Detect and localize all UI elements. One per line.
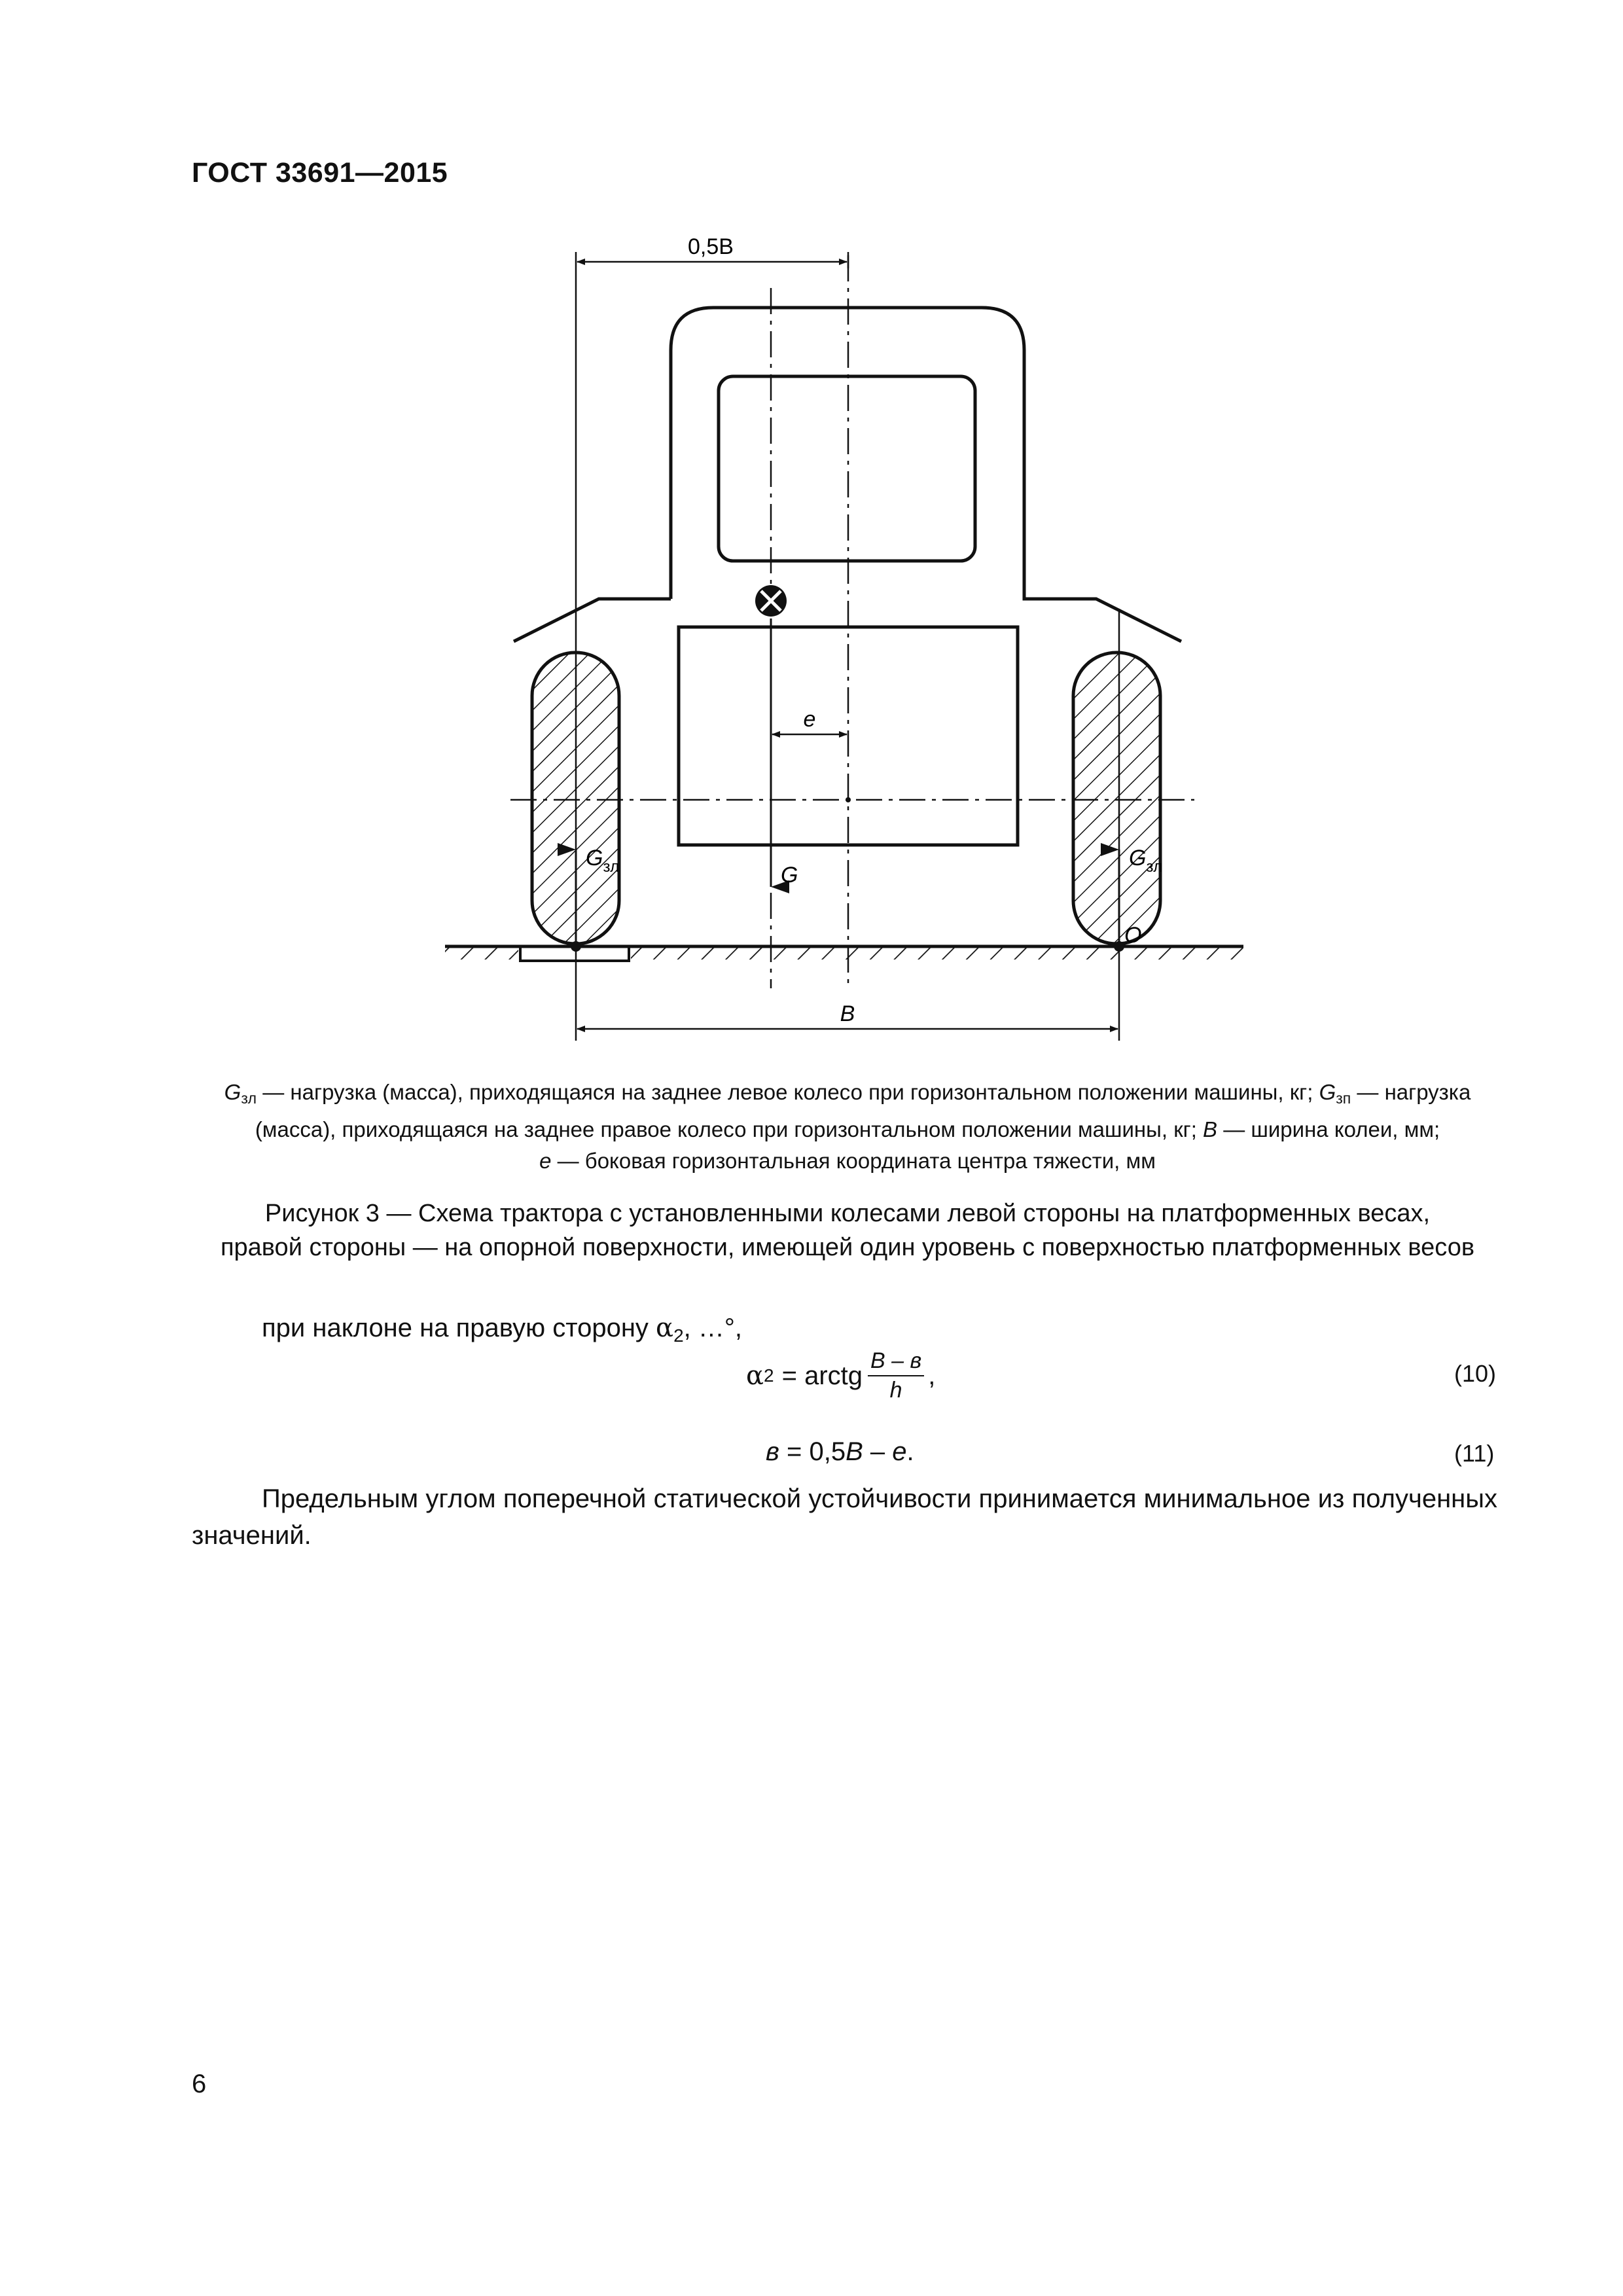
alpha-subscript: 2 [673,1325,684,1346]
track-label: B [840,1001,855,1026]
eq10-denominator: h [889,1378,902,1403]
document-header: ГОСТ 33691—2015 [192,157,448,188]
axle-center-point [846,797,851,802]
eq10-tail: , [928,1361,936,1390]
legend-e-text: — боковая горизонтальная координата центра тяжести, мм [557,1149,1156,1173]
center-of-gravity-marker-icon [755,585,787,617]
conclusion-paragraph: Предельным углом поперечной статической устойчивости принимается минимальное из полученных значений. [192,1484,1497,1550]
left-reaction-label: $G_{зл}$ [586,846,620,876]
legend-b-symbol: B [1203,1117,1218,1141]
legend-g-right-symbol: G [1319,1080,1336,1104]
eq10-alpha-sub: 2 [764,1365,774,1386]
alpha-symbol: α [656,1313,674,1343]
eq10-numerator: B – в [868,1348,924,1376]
eq10-alpha: α [746,1361,764,1391]
ground-hatching-left [445,948,518,960]
eq10-arctg: = arctg [781,1361,863,1390]
figure-legend [196,1077,1499,1177]
legend-g-left-text: — нагрузка (масса), приходящаяся на заднее левое колесо при горизонтальном положении машины, кг; [262,1080,1313,1104]
half-track-label: 0,5B [688,234,734,259]
equation-11 [766,1437,914,1467]
figure-caption [196,1196,1499,1265]
tractor-cab-outline [671,308,1181,641]
legend-g-left-symbol: G [224,1080,241,1104]
legend-e-symbol: e [539,1149,552,1173]
right-reaction-label: $G_{зл}$ [1129,846,1163,876]
eq11-end: . [906,1437,914,1466]
eq11-e: e [892,1437,907,1466]
equation-11-number: (11) [1454,1440,1495,1467]
legend-g-left-sub: зл [241,1090,257,1107]
equation-10 [746,1348,935,1403]
eq11-eq: = 0,5 [779,1437,846,1466]
tilt-right-text: при наклоне на правую сторону [262,1314,649,1342]
gravity-force-label: G [781,863,798,888]
eq11-B: B [846,1437,863,1466]
caption-line-1: Рисунок 3 — Схема трактора с установленными колесами левой стороны на платформенных весах, [264,1200,1431,1227]
point-O-label: O [1124,923,1142,948]
right-wheel [1073,653,1163,944]
legend-g-right-sub: зп [1336,1090,1351,1107]
tractor-left-fender [514,599,671,641]
eq11-lhs: в [766,1437,779,1466]
e-label: e [803,707,816,732]
legend-g-right-text: — нагрузка (масса), приходящаяся на заднее правое колесо при горизонтальном положении машины, кг; [255,1080,1471,1141]
ground-hatching-right [631,948,1243,960]
cab-window [719,376,975,561]
eq11-minus: – [863,1437,893,1466]
caption-line-2: правой стороны — на опорной поверхности, имеющей один уровень с поверхностью платформенных весов [220,1234,1475,1261]
tilt-right-tail: , …°, [683,1314,742,1342]
tractor-diagram [0,0,1623,1080]
equation-10-number: (10) [1454,1360,1497,1387]
tilt-right-paragraph [262,1313,742,1346]
left-contact-point [571,941,581,952]
right-contact-point-O [1114,941,1124,952]
page-number: 6 [192,2070,207,2098]
eq10-fraction [868,1348,924,1403]
legend-b-text: — ширина колеи, мм; [1223,1117,1440,1141]
